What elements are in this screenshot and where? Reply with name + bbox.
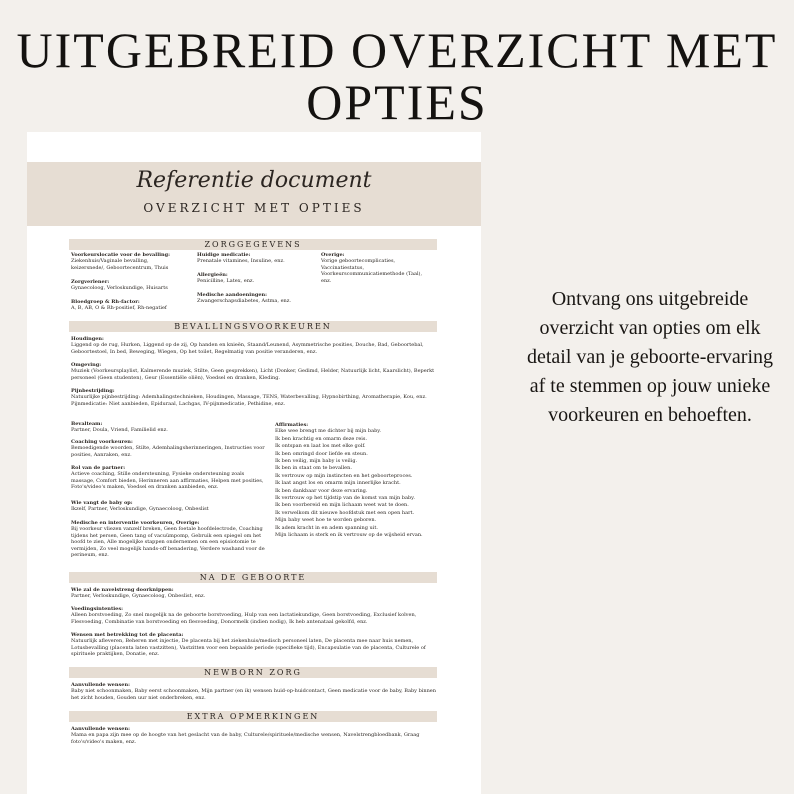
affirmation-item: Mijn lichaam is sterk en ik vertrouw op de wijsheid ervan.	[275, 532, 423, 539]
field-vangt-baby	[71, 500, 266, 513]
document-preview	[27, 132, 481, 794]
field-rol-partner	[71, 465, 266, 491]
field-label: Coaching voorkeuren:	[71, 439, 133, 445]
section-header-extra-opmerkingen: EXTRA OPMERKINGEN	[69, 711, 437, 722]
field-voorkeurslocatie	[71, 252, 183, 271]
affirmation-item: Ik vertrouw op mijn instincten en het geboorteproces.	[275, 472, 413, 479]
affirmation-item: Ik ben veilig, mijn baby is veilig.	[275, 458, 358, 465]
field-allergieen	[197, 272, 307, 285]
affirmation-item: Ik adem kracht in en adem spanning uit.	[275, 524, 378, 531]
field-pijnbestrijding	[71, 388, 437, 407]
affirmations-label: Affirmaties:	[275, 422, 309, 428]
field-value: Natuurlijk afleveren, Beheren met injectie, De placenta bij het ziekenhuis/medisch personeel laten, De placenta mee naar huis nemen, Lotusbevalling (placenta laten vastzitten), Vastzitten voor een bepaalde periode (specifieke tijd), Encapsulatie van de placenta, Culturele of spirituele praktijken, Donatie, enz.	[71, 638, 426, 658]
field-value: Muziek (Voorkeursplaylist, Kalmerende muziek, Stilte, Geen gesprekken), Licht (Donker, Gedimd, Helder, Natuurlijk licht, Kaarslicht), Beperkt personeel (Geen studenten), Geur (Essentiële oliën), Voedsel en dranken, Kleding.	[71, 368, 435, 381]
field-value: Alleen borstvoeding, Zo snel mogelijk na de geboorte borstvoeding, Hulp van een lactatiekundige, Geen borstvoeding, Exclusief kolven, Flesvoeding, Combinatie van borstvoeding en flesvoeding, Donormelk (indien nodig), Ik heb antenataal gekolfd, enz.	[71, 612, 417, 625]
field-label: Zorgverlener:	[71, 279, 110, 285]
field-voedingsintenties	[71, 606, 437, 625]
field-value: Penicilline, Latex, enz.	[197, 278, 255, 285]
field-value: Ikzelf, Partner, Verloskundige, Gynaecoloog, Onbeslist	[71, 506, 209, 513]
affirmation-item: Elke wee brengt me dichter bij mijn baby.	[275, 428, 382, 435]
field-bevalteam	[71, 421, 266, 434]
field-label: Omgeving:	[71, 362, 102, 368]
field-value: Zwangerschapsdiabetes, Astma, enz.	[197, 298, 291, 305]
field-label: Pijnbestrijding:	[71, 388, 115, 394]
field-label: Medische en interventie voorkeuren, Overige:	[71, 520, 200, 526]
field-medische-voorkeuren	[71, 520, 266, 558]
affirmation-item: Ik verwelkom dit nieuwe hoofdstuk met een open hart.	[275, 509, 415, 516]
field-value: Bemoedigende woorden, Stilte, Ademhalingsherinneringen, Instructies voor posities, Aanraken, enz.	[71, 445, 265, 458]
field-label: Aanvullende wensen:	[71, 682, 130, 688]
field-label: Medische aandoeningen:	[197, 292, 267, 298]
headline	[0, 24, 794, 128]
affirmation-item: Mijn baby weet hoe te worden geboren.	[275, 517, 377, 524]
section-header-zorggegevens: ZORGGEGEVENS	[69, 239, 437, 250]
field-label: Voorkeurslocatie voor de bevalling:	[71, 252, 170, 258]
field-placenta	[71, 632, 437, 658]
field-label: Bevalteam:	[71, 421, 103, 427]
section-header-newborn-zorg: NEWBORN ZORG	[69, 667, 437, 678]
field-coaching	[71, 439, 266, 458]
field-value: Gynaecoloog, Verloskundige, Huisarts	[71, 285, 168, 292]
field-label: Houdingen:	[71, 336, 104, 342]
field-medicatie	[197, 252, 307, 265]
field-value: Natuurlijke pijnbestrijding: Ademhalingstechnieken, Houdingen, Massage, TENS, Waterbevalling, Hypnobirthing, Aromatherapie, Kou, enz. Pijnmedicatie: Niet aanbieden, Epiduraal, Lachgas, IV-pijnmedicatie, Pethidine, enz.	[71, 394, 427, 407]
affirmation-item: Ik ben voorbereid en mijn lichaam weet wat te doen.	[275, 502, 409, 509]
field-label: Voedingsintenties:	[71, 606, 123, 612]
field-value: Bij voorkeur vliezen vanzelf breken, Geen foetale hoofdelectrode, Coaching tijdens het persen, Geen tang of vacuümpomp, Gebruik een spiegel om het hoofd te zien, Alle mogelijke stappen ondernemen om een episiotomie te vermijden, Zo veel mogelijk hands-off benadering, Verdere washand voor de perineum, enz.	[71, 526, 265, 559]
field-value: Mama en papa zijn mee op de hoogte van het geslacht van de baby, Culturele/spirituele/medische wensen, Navelstrengbloedbank, Graag foto's/video's maken, enz.	[71, 732, 420, 745]
field-extra-wensen	[71, 726, 437, 745]
field-value: A, B, AB, O & Rh-positief, Rh-negatief	[71, 305, 167, 312]
field-value: Actieve coaching, Stille ondersteuning, Fysieke ondersteuning zoals massage, Comfort bieden, Herinneren aan affirmaties, Helpen met posities, Foto's/video's maken, Voedsel en dranken aanbieden, enz.	[71, 471, 264, 491]
affirmation-item: Ik ben krachtig en omarm deze reis.	[275, 435, 368, 442]
field-label: Overige:	[321, 252, 345, 258]
script-title: Referentie document	[136, 168, 372, 193]
field-overige	[321, 252, 433, 284]
section-header-na-de-geboorte: NA DE GEBOORTE	[69, 572, 437, 583]
field-value: Baby niet schoonmaken, Baby eerst schoonmaken, Mijn partner (en ik) wensen huid-op-huidcontact, Geen medicatie voor de baby, Baby binnen het zicht houden, Gouden uur niet onderbreken, enz.	[71, 688, 436, 701]
field-label: Aanvullende wensen:	[71, 726, 130, 732]
headline-line-1: UITGEBREID OVERZICHT MET	[16, 22, 778, 78]
field-label: Wie vangt de baby op:	[71, 500, 133, 506]
section-header-bevallingsvoorkeuren: BEVALLINGSVOORKEUREN	[69, 321, 437, 332]
field-zorgverlener	[71, 279, 183, 292]
affirmation-item: Ik ontspan en laat los met elke golf.	[275, 443, 366, 450]
affirmations-list	[275, 422, 445, 540]
field-omgeving	[71, 362, 437, 381]
affirmation-item: Ik ben in staat om te bevallen.	[275, 465, 352, 472]
field-label: Wensen met betrekking tot de placenta:	[71, 632, 184, 638]
field-label: Huidige medicatie:	[197, 252, 251, 258]
field-value: Partner, Doula, Vriend, Familielid enz.	[71, 427, 168, 434]
field-bloedgroep	[71, 299, 189, 312]
affirmation-item: Ik laat angst los en omarm mijn innerlijke kracht.	[275, 480, 401, 487]
field-label: Rol van de partner:	[71, 465, 126, 471]
field-value: Liggend op de rug, Hurken, Liggend op de zij, Op handen en knieën, Staand/Leunend, Asymmetrische posities, Douche, Bad, Geboortebal, Geboortestoel, In bed, Beweging, Wiegen, Op het toilet, Regelmatig van positie veranderen, enz.	[71, 342, 424, 355]
field-label: Wie zal de navelstreng doorknippen:	[71, 587, 174, 593]
field-newborn-wensen	[71, 682, 437, 701]
field-value: Prenatale vitamines, Insuline, enz.	[197, 258, 285, 265]
field-houdingen	[71, 336, 437, 355]
field-value: Vorige geboortecomplicaties, Vaccinatiestatus, Voorkeurscommunicatiemethode (Taal), enz.	[321, 258, 423, 284]
field-navelstreng	[71, 587, 437, 600]
field-value: Ziekenhuis/Vaginale bevalling, keizersnede/, Geboortecentrum, Thuis	[71, 258, 169, 271]
document-subtitle: OVERZICHT MET OPTIES	[143, 201, 365, 215]
field-label: Allergieën:	[197, 272, 228, 278]
affirmation-item: Ik ben omringd door liefde en steun.	[275, 450, 368, 457]
field-label: Bloedgroep & Rh-factor:	[71, 299, 140, 305]
promo-text: Ontvang ons uitgebreide overzicht van opties om elk detail van je geboorte-ervaring af te stemmen op jouw unieke voorkeuren en behoeften.	[527, 288, 773, 426]
affirmation-item: Ik ben dankbaar voor deze ervaring.	[275, 487, 368, 494]
headline-line-2: OPTIES	[306, 74, 488, 130]
field-value: Partner, Verloskundige, Gynaecoloog, Onbeslist, enz.	[71, 593, 206, 600]
field-aandoeningen	[197, 292, 317, 305]
affirmation-item: Ik vertrouw op het tijdstip van de komst van mijn baby.	[275, 495, 415, 502]
